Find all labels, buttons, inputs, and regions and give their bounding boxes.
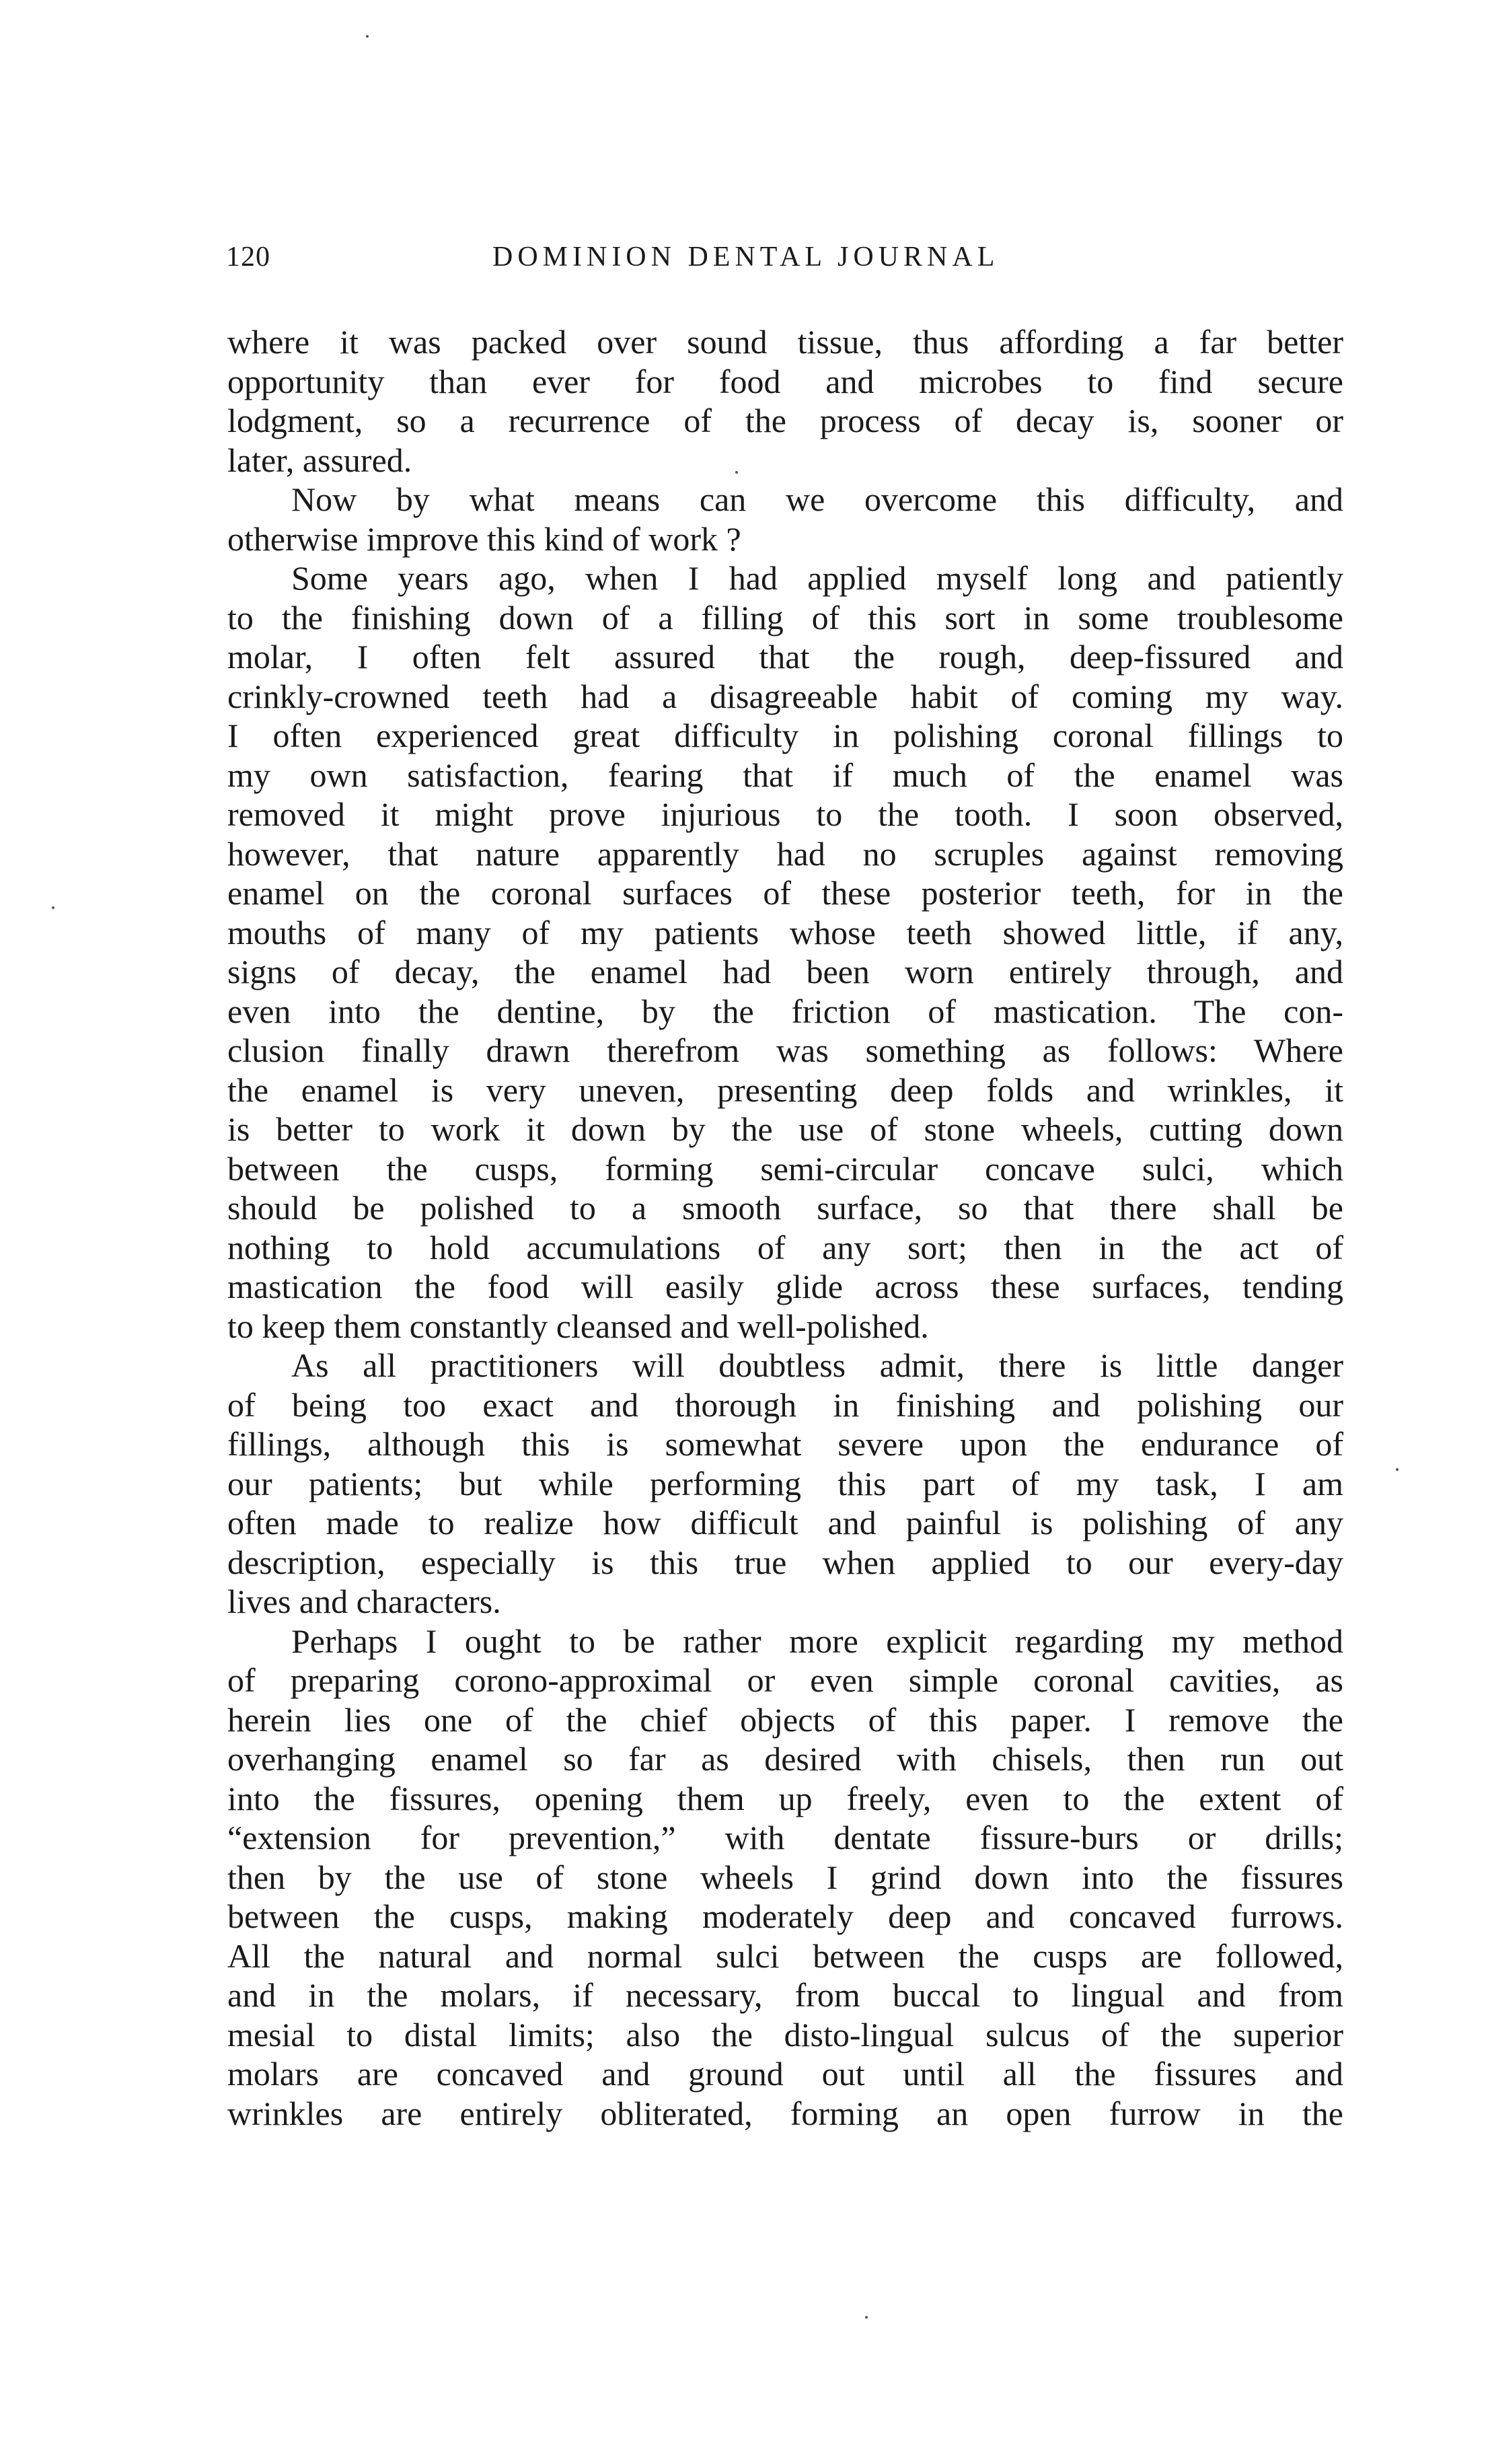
text-line: Some years ago, when I had applied myself long and patiently bbox=[291, 559, 1343, 597]
text-line: our patients; but while performing this part of my task, I am bbox=[227, 1464, 1343, 1502]
text-line: removed it might prove injurious to the tooth. I soon observed, bbox=[227, 795, 1343, 833]
text-line: molar, I often felt assured that the rough, deep-fissured and bbox=[227, 638, 1343, 676]
body-text bbox=[227, 322, 1343, 2133]
text-line: otherwise improve this kind of work ? bbox=[227, 519, 741, 558]
text-line: even into the dentine, by the friction of mastication. The con- bbox=[227, 992, 1343, 1030]
text-line: clusion finally drawn therefrom was something as follows: Where bbox=[227, 1031, 1343, 1069]
text-line: Now by what means can we overcome this difficulty, and bbox=[291, 480, 1343, 518]
text-line: of being too exact and thorough in finishing and polishing our bbox=[227, 1385, 1343, 1424]
page-number: 120 bbox=[226, 242, 270, 273]
text-line: mouths of many of my patients whose teeth showed little, if any, bbox=[227, 913, 1343, 951]
text-line: often made to realize how difficult and painful is polishing of any bbox=[227, 1504, 1343, 1542]
text-line: into the fissures, opening them up freely, even to the extent of bbox=[227, 1779, 1343, 1817]
scan-speck bbox=[735, 471, 738, 474]
text-line: between the cusps, making moderately deep and concaved furrows. bbox=[227, 1897, 1343, 1935]
text-line: the enamel is very uneven, presenting deep folds and wrinkles, it bbox=[227, 1071, 1343, 1109]
text-line: of preparing corono-approximal or even simple coronal cavities, as bbox=[227, 1661, 1343, 1699]
text-line: where it was packed over sound tissue, thus affording a far better bbox=[227, 323, 1343, 361]
text-line: description, especially is this true when applied to our every-day bbox=[227, 1543, 1343, 1581]
text-line: herein lies one of the chief objects of this paper. I remove the bbox=[227, 1700, 1343, 1739]
text-line: crinkly-crowned teeth had a disagreeable habit of coming my way. bbox=[227, 677, 1343, 715]
text-line: opportunity than ever for food and microbes to find secure bbox=[227, 362, 1343, 400]
text-line: enamel on the coronal surfaces of these posterior teeth, for in the bbox=[227, 874, 1343, 912]
text-line: “extension for prevention,” with dentate fissure-burs or drills; bbox=[227, 1819, 1343, 1856]
text-line: mastication the food will easily glide across these surfaces, tending bbox=[227, 1268, 1343, 1305]
scan-speck bbox=[366, 35, 369, 38]
text-line: and in the molars, if necessary, from buccal to lingual and from bbox=[227, 1976, 1343, 2014]
text-line: then by the use of stone wheels I grind down into the fissures bbox=[227, 1858, 1343, 1896]
scan-speck bbox=[1396, 1468, 1399, 1471]
text-line: between the cusps, forming semi-circular concave sulci, which bbox=[227, 1149, 1343, 1188]
text-line: should be polished to a smooth surface, so that there shall be bbox=[227, 1189, 1343, 1227]
text-line: Perhaps I ought to be rather more explicit regarding my method bbox=[291, 1622, 1343, 1660]
text-line: wrinkles are entirely obliterated, forming an open furrow in the bbox=[227, 2094, 1343, 2132]
text-line: is better to work it down by the use of stone wheels, cutting down bbox=[227, 1110, 1343, 1148]
text-line: overhanging enamel so far as desired with chisels, then run out bbox=[227, 1740, 1343, 1778]
scan-speck bbox=[52, 906, 54, 909]
text-line: As all practitioners will doubtless admit, there is little danger bbox=[291, 1346, 1343, 1384]
text-line: fillings, although this is somewhat severe upon the endurance of bbox=[227, 1425, 1343, 1463]
running-header bbox=[226, 235, 1343, 279]
text-line: I often experienced great difficulty in polishing coronal fillings to bbox=[227, 717, 1343, 754]
text-line: to keep them constantly cleansed and well-polished. bbox=[227, 1307, 929, 1345]
text-line: All the natural and normal sulci between the cusps are followed, bbox=[227, 1936, 1343, 1975]
text-line: lodgment, so a recurrence of the process of decay is, sooner or bbox=[227, 402, 1343, 439]
text-line: molars are concaved and ground out until all the fissures and bbox=[227, 2055, 1343, 2093]
text-line: nothing to hold accumulations of any sort; then in the act of bbox=[227, 1228, 1343, 1266]
text-line: signs of decay, the enamel had been worn entirely through, and bbox=[227, 953, 1343, 990]
scan-speck bbox=[865, 2316, 868, 2319]
text-line: my own satisfaction, fearing that if much of the enamel was bbox=[227, 756, 1343, 794]
text-line: lives and characters. bbox=[227, 1583, 501, 1620]
text-line: later, assured. bbox=[227, 441, 412, 479]
text-line: mesial to distal limits; also the disto-lingual sulcus of the superior bbox=[227, 2015, 1343, 2054]
running-title: DOMINION DENTAL JOURNAL bbox=[492, 242, 1000, 273]
text-line: however, that nature apparently had no scruples against removing bbox=[227, 834, 1343, 873]
text-line: to the finishing down of a filling of this sort in some troublesome bbox=[227, 598, 1343, 637]
